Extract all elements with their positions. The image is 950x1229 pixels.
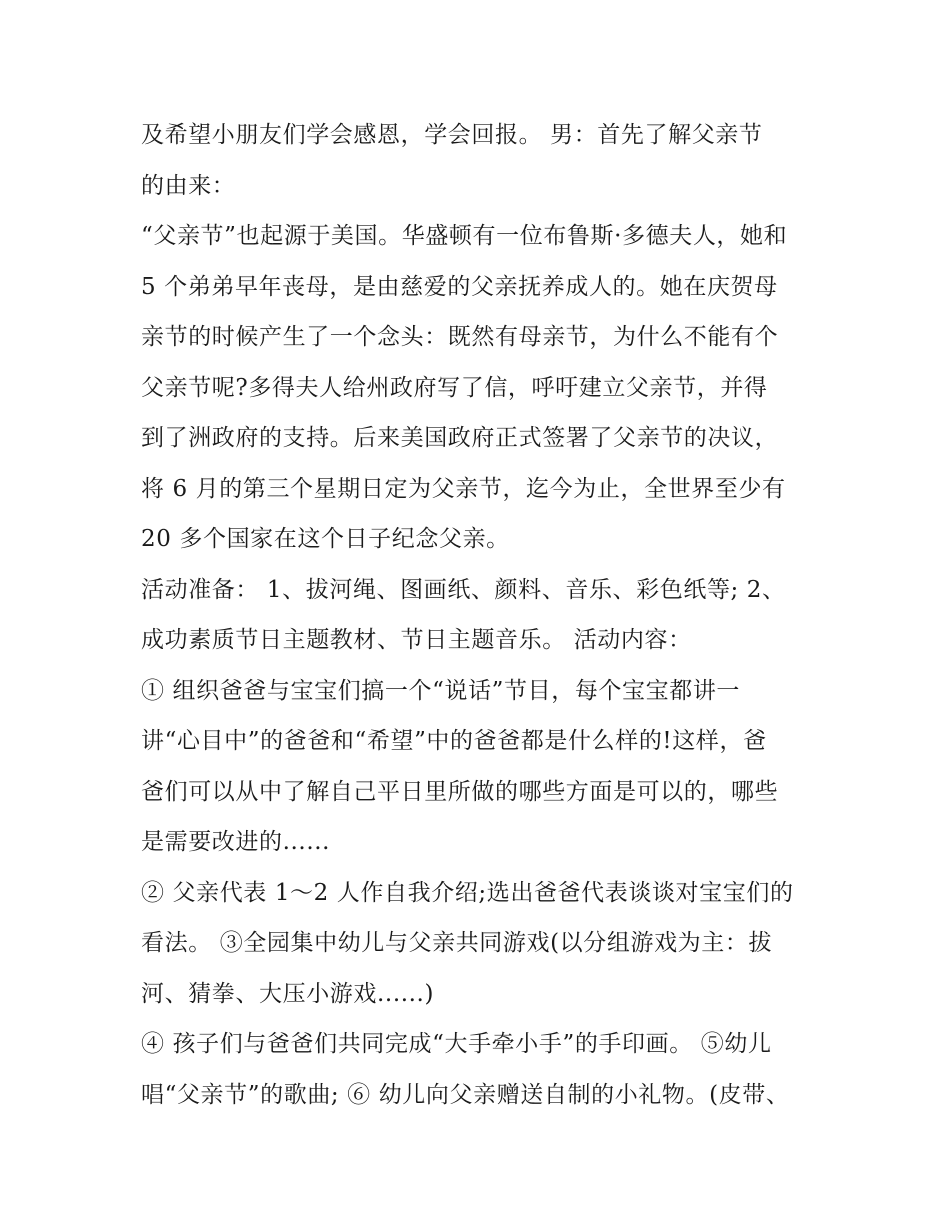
text-line: 及希望小朋友们学会感恩，学会回报。 男：首先了解父亲节 bbox=[141, 122, 763, 148]
text-line: 爸们可以从中了解自己平日里所做的哪些方面是可以的，哪些 bbox=[141, 778, 779, 805]
text-line: 讲“心目中”的爸爸和“希望”中的爸爸都是什么样的!这样，爸 bbox=[141, 728, 767, 754]
text-line: 活动准备： 1、拔河绳、图画纸、颜料、音乐、彩色纸等; 2、 bbox=[141, 576, 786, 603]
text-line: ② 父亲代表 1～2 人作自我介绍;选出爸爸代表谈谈对宝宝们的 bbox=[141, 879, 794, 906]
text-line: 成功素质节日主题教材、节日主题音乐。 活动内容： bbox=[141, 627, 692, 653]
text-line: 5 个弟弟早年丧母，是由慈爱的父亲抚养成人的。她在庆贺母 bbox=[141, 273, 778, 300]
text-line: 看法。 ③全园集中幼儿与父亲共同游戏(以分组游戏为主：拔 bbox=[141, 930, 773, 956]
text-line: 河、猜拳、大压小游戏......) bbox=[141, 980, 435, 1007]
text-line: 的由来： bbox=[141, 172, 236, 199]
text-line: 将 6 月的第三个星期日定为父亲节，迄今为止，全世界至少有 bbox=[141, 475, 786, 502]
text-line: ① 组织爸爸与宝宝们搞一个“说话”节目，每个宝宝都讲一 bbox=[141, 677, 741, 704]
text-line: 20 多个国家在这个日子纪念父亲。 bbox=[141, 526, 510, 552]
document-body bbox=[141, 110, 831, 1120]
text-line: “父亲节”也起源于美国。华盛顿有一位布鲁斯·多德夫人，她和 bbox=[141, 223, 788, 249]
text-line: 到了洲政府的支持。后来美国政府正式签署了父亲节的决议， bbox=[141, 425, 779, 451]
text-line: 亲节的时候产生了一个念头：既然有母亲节，为什么不能有个 bbox=[141, 324, 779, 350]
text-line: ④ 孩子们与爸爸们共同完成“大手牵小手”的手印画。 ⑤幼儿 bbox=[141, 1031, 772, 1057]
text-line: 是需要改进的...... bbox=[141, 829, 331, 855]
text-line: 父亲节呢?多得夫人给州政府写了信，呼吁建立父亲节，并得 bbox=[141, 374, 768, 401]
text-line: 唱“父亲节”的歌曲; ⑥ 幼儿向父亲赠送自制的小礼物。(皮带、 bbox=[141, 1081, 790, 1108]
